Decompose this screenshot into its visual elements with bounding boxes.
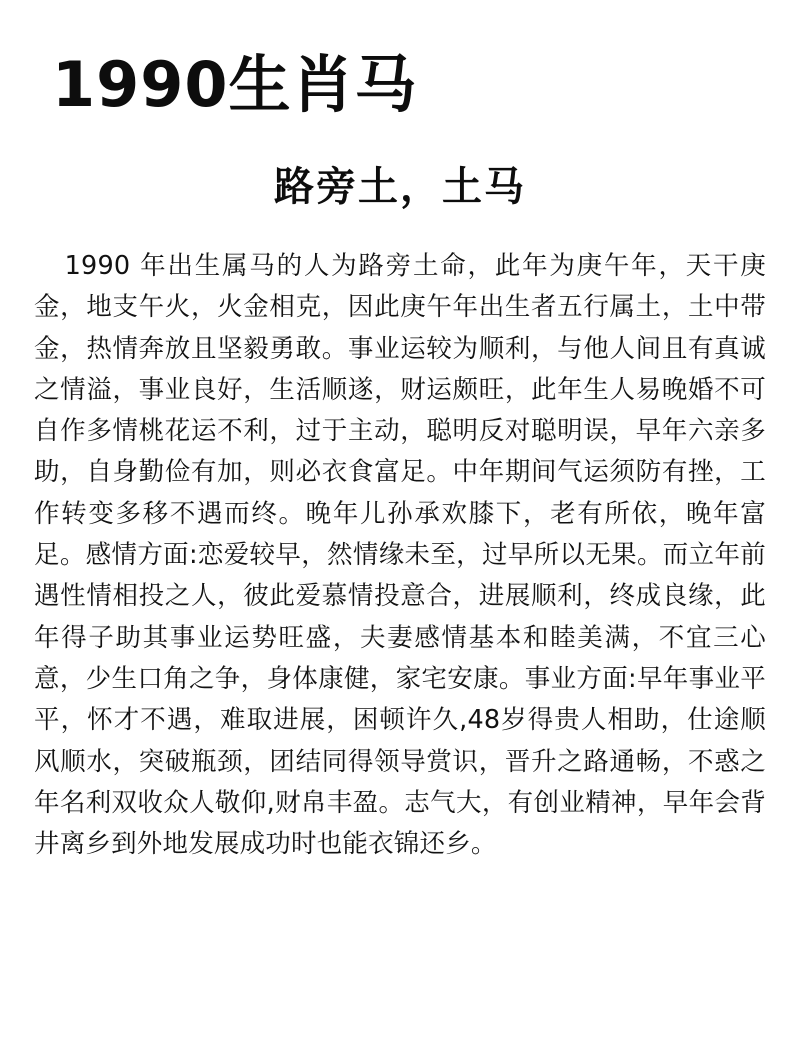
- page-title: 1990生肖马: [52, 48, 418, 121]
- page-subtitle: 路旁土，土马: [274, 163, 526, 210]
- body-paragraph: 1990 年出生属马的人为路旁土命，此年为庚午年，天干庚金，地支午火，火金相克，因此庚午年出生者五行属土，土中带金，热情奔放且坚毅勇敢。事业运较为顺利，与他人间且有真诚之情溢，事业良好，生活顺遂，财运颇旺，此年生人易晚婚不可自作多情桃花运不利，过于主动，聪明反对聪明误，早年六亲多助，自身勤俭有加，则必衣食富足。中年期间气运须防有挫，工作转变多移不遇而终。晚年儿孙承欢膝下，老有所依，晚年富足。感情方面:恋爱较早，然情缘未至，过早所以无果。而立年前遇性情相投之人，彼此爱慕情投意合，进展顺利，终成良缘，此年得子助其事业运势旺盛，夫妻感情基本和睦美满，不宜三心意，少生口角之争，身体康健，家宅安康。事业方面:早年事业平平，怀才不遇，难取进展，困顿许久,48岁得贵人相助，仕途顺风顺水，突破瓶颈，团结同得领导赏识，晋升之路通畅，不惑之年名利双收众人敬仰,财帛丰盈。志气大，有创业精神，早年会背井离乡到外地发展成功时也能衣锦还乡。: [34, 250, 766, 860]
